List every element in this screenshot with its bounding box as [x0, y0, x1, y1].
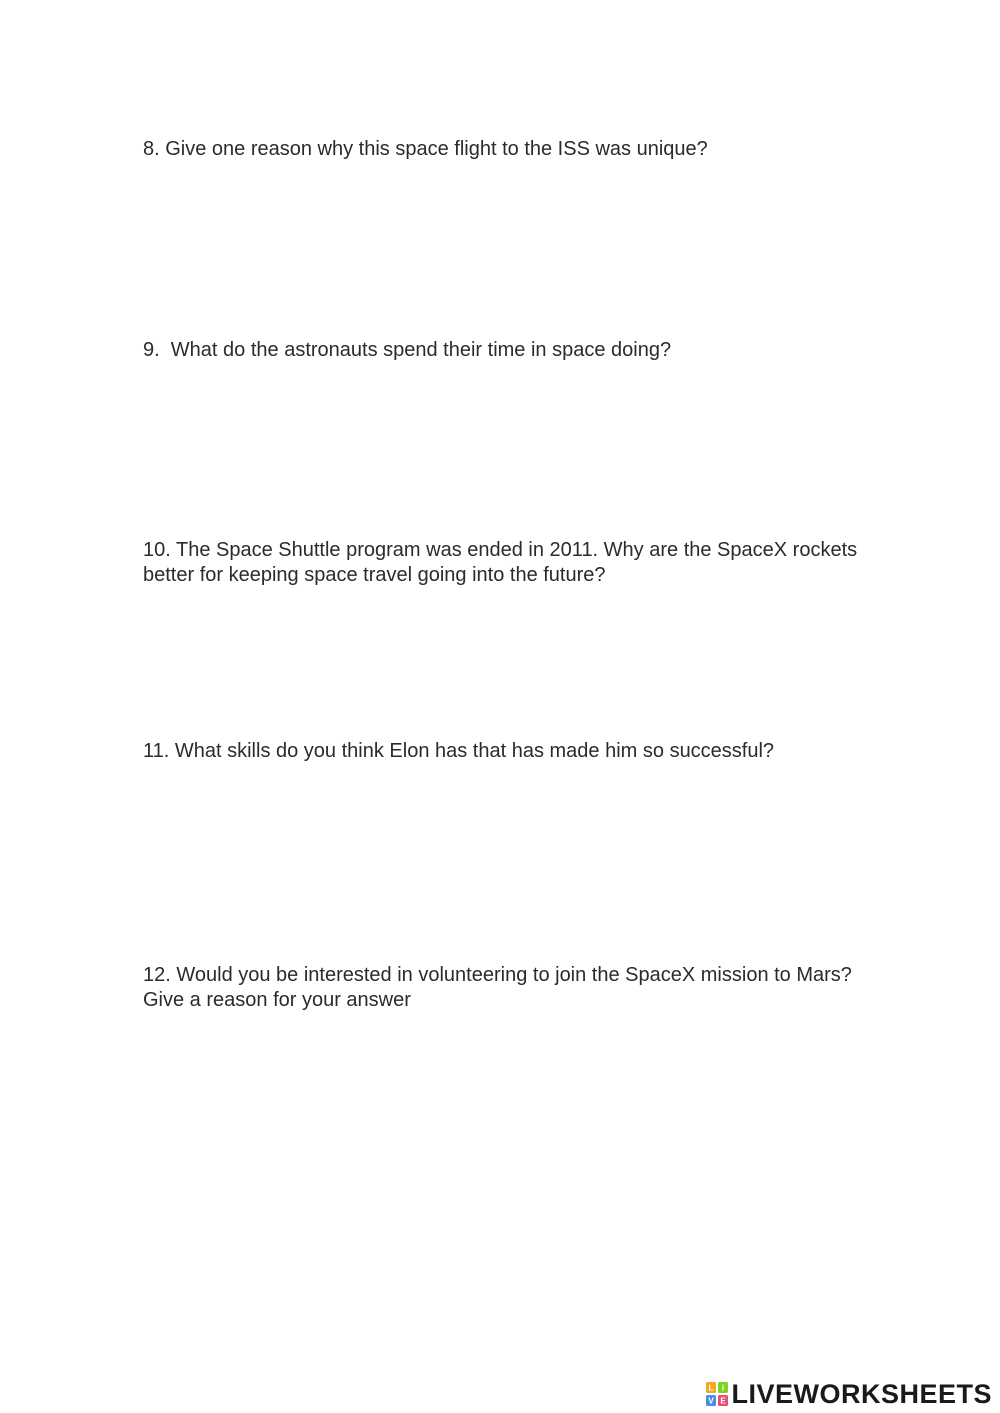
answer-area-11[interactable]	[143, 777, 943, 947]
answer-area-10[interactable]	[143, 600, 943, 725]
logo-letter-3: V	[708, 1396, 715, 1406]
question-10	[143, 538, 943, 588]
answer-area-8[interactable]	[143, 175, 943, 325]
question-8	[143, 137, 943, 162]
liveworksheets-logo-icon	[706, 1382, 728, 1406]
logo-letter-2: i	[722, 1383, 725, 1393]
question-12	[143, 963, 943, 1013]
question-10-text-line-1: 10. The Space Shuttle program was ended in 2011. Why are the SpaceX rockets	[143, 539, 858, 561]
answer-area-12[interactable]	[143, 1025, 943, 1265]
brand-name: LIVEWORKSHEETS	[731, 1379, 992, 1409]
question-10-text-line-2: better for keeping space travel going into the future?	[143, 564, 606, 586]
question-12-text-line-1: 12. Would you be interested in volunteering to join the SpaceX mission to Mars?	[143, 964, 852, 986]
logo-letter-1: L	[709, 1383, 714, 1393]
question-12-text-line-2: Give a reason for your answer	[143, 989, 411, 1011]
liveworksheets-brand	[706, 1379, 992, 1409]
question-9	[143, 338, 943, 363]
logo-letter-4: E	[720, 1396, 727, 1406]
question-9-text: 9. What do the astronauts spend their time in space doing?	[143, 339, 672, 361]
question-11-text: 11. What skills do you think Elon has that has made him so successful?	[143, 740, 775, 762]
question-8-text: 8. Give one reason why this space flight to the ISS was unique?	[143, 138, 708, 160]
answer-area-9[interactable]	[143, 376, 943, 526]
question-11	[143, 739, 943, 764]
